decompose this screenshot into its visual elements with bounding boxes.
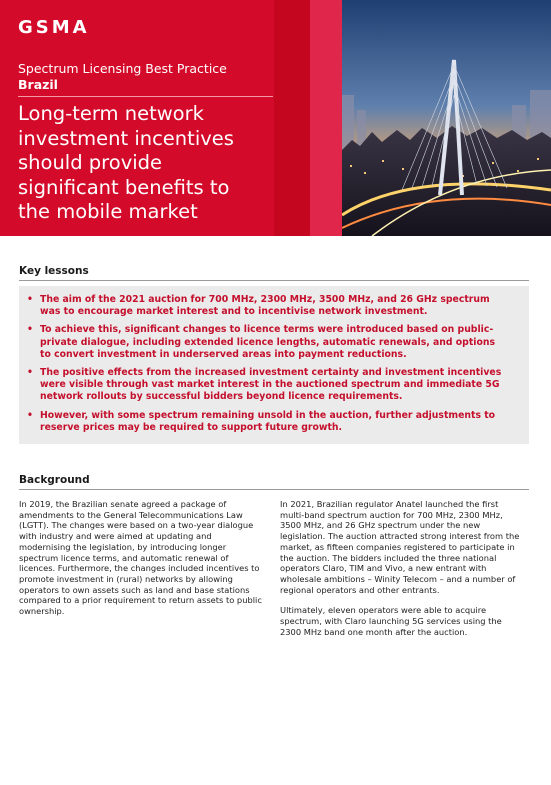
key-lessons-list xyxy=(19,294,509,440)
list-item: • The aim of the 2021 auction for 700 MHz, 2300 MHz, 3500 MHz, and 26 GHz spectrum was to encourage market interest and to incentivise network investment. xyxy=(19,294,509,318)
list-item: • To achieve this, significant changes to licence terms were introduced based on public-private dialogue, including extended licence lengths, automatic renewals, and options to convert investment in underserved areas into payment reductions. xyxy=(19,324,509,361)
hero-band xyxy=(310,0,342,236)
list-item: • The positive effects from the increased investment certainty and investment incentives were visible through vast market interest in the auctioned spectrum and immediate 5G network rollouts by successful bidders beyond licence requirements. xyxy=(19,367,509,404)
background-right-column xyxy=(280,499,523,647)
key-lessons-box xyxy=(19,286,529,444)
section-rule xyxy=(19,489,529,490)
city-bridge-photo xyxy=(342,0,551,236)
report-subtitle: Spectrum Licensing Best Practice xyxy=(18,61,227,76)
gsma-logo: GSMA xyxy=(18,17,90,38)
hero-banner xyxy=(0,0,551,236)
paragraph: In 2021, Brazilian regulator Anatel launched the first multi-band spectrum auction for 700 MHz, 2300 MHz, 3500 MHz, and 26 GHz spectrum under the new legislation. The auction attracted strong interest from the market, as fifteen companies registered to participate in the auction. The bidders included the three national operators Claro, TIM and Vivo, a new entrant with wholesale ambitions – Winity Telecom – and a number of regional operators and other entrants. xyxy=(280,499,520,595)
hero-band xyxy=(274,0,310,236)
paragraph: In 2019, the Brazilian senate agreed a package of amendments to the General Telecommunications Law (LGTT). The changes were based on a two-year dialogue with industry and were aimed at updating and modernising the legislation, by introducing longer spectrum licence terms, and automatic renewal of licences. Furthermore, the changes included incentives to promote investment in (rural) networks by allowing operators to own assets such as land and base stations compared to a prior requirement to return assets to public ownership. xyxy=(19,499,262,617)
section-rule xyxy=(19,280,529,281)
background-left-column xyxy=(19,499,262,627)
list-item: • However, with some spectrum remaining unsold in the auction, further adjustments to reserve prices may be required to support future growth. xyxy=(19,410,509,434)
country-label: Brazil xyxy=(18,77,58,92)
background-title: Background xyxy=(19,474,90,486)
page-headline: Long-term network investment incentives should provide significant benefits to the mobile market xyxy=(18,102,234,223)
header-divider xyxy=(18,96,273,97)
key-lessons-title: Key lessons xyxy=(19,265,89,277)
paragraph: Ultimately, eleven operators were able to acquire spectrum, with Claro launching 5G services using the 2300 MHz band one month after the auction. xyxy=(280,605,502,637)
